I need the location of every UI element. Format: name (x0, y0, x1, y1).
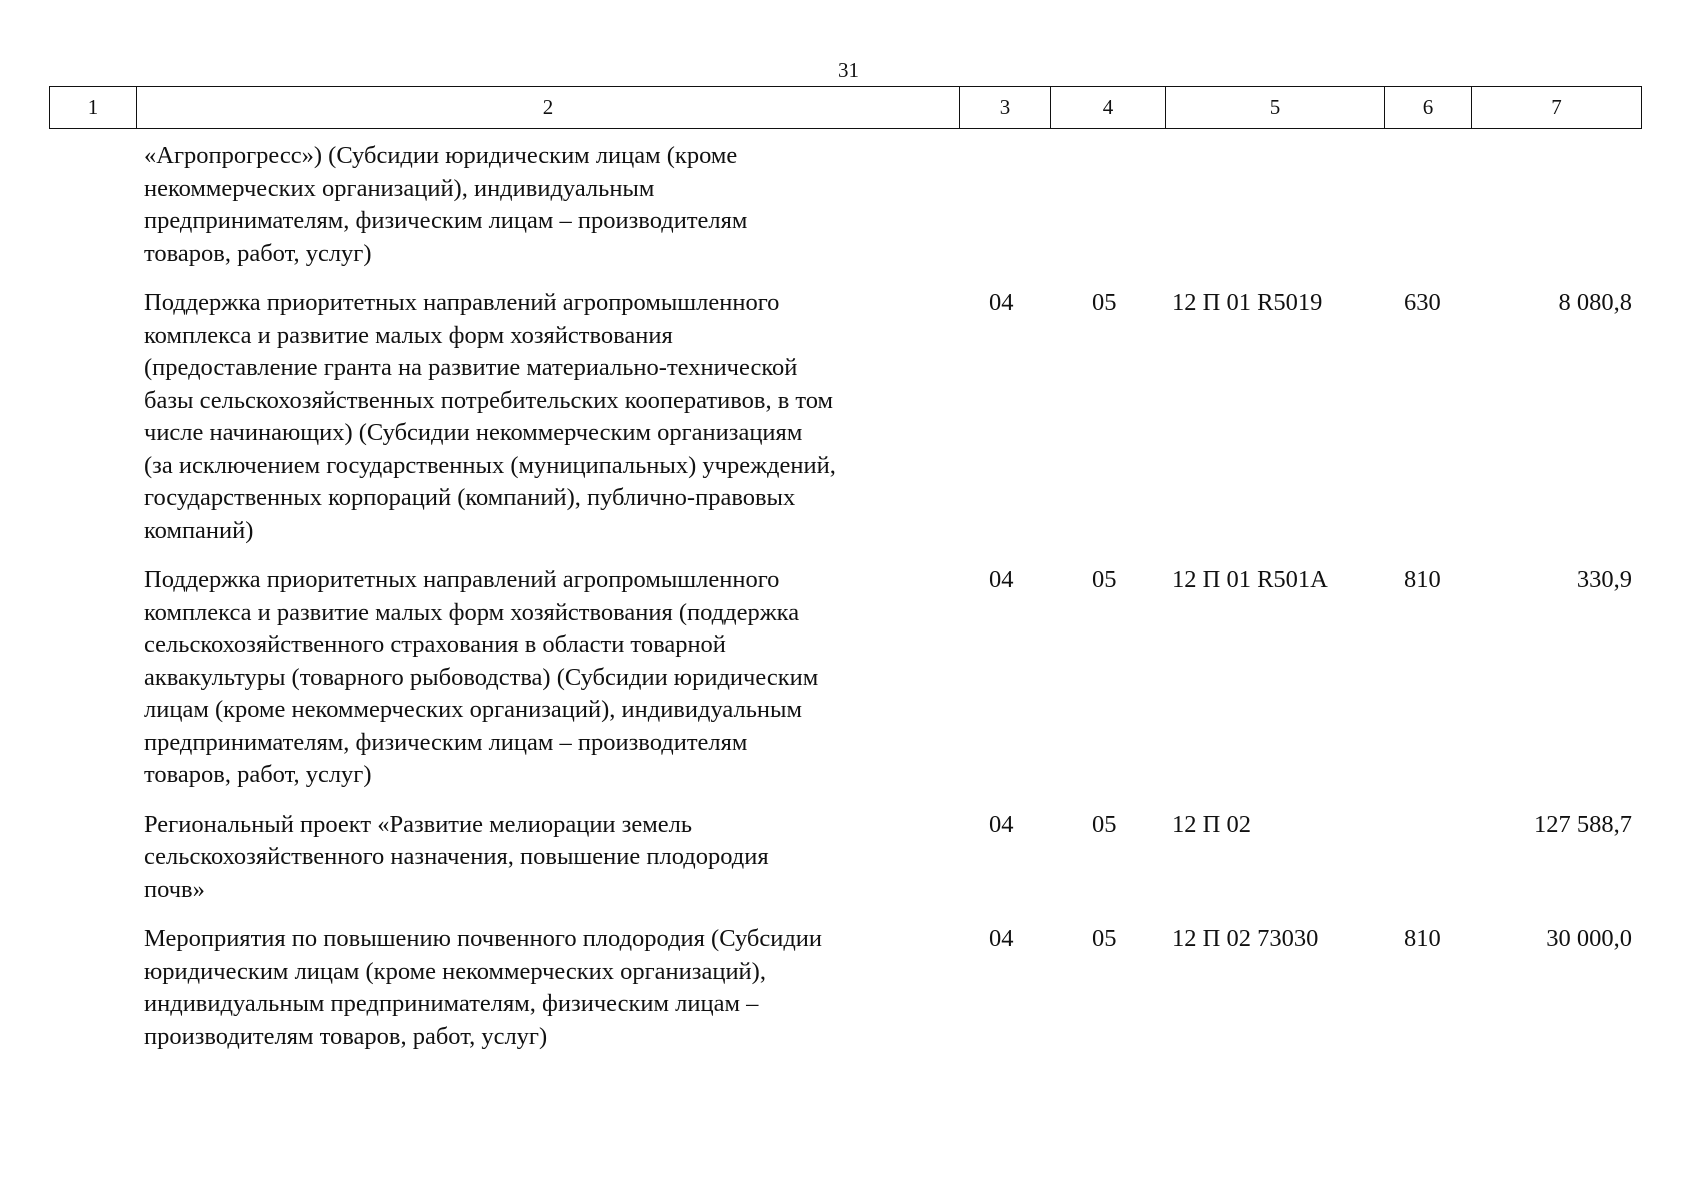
row-description: Поддержка приоритетных направлений агропромышленного комплекса и развитие малых форм хозяйствования (поддержка сельскохозяйственного страхования в области товарной аквакультуры (товарного рыбоводства) (Субсидии юридическим лицам (кроме некоммерческих организаций), индивидуальным предпринимателям, физическим лицам – производителям товаров, работ, услуг) (144, 566, 819, 788)
table-row (49, 809, 1641, 907)
row-subsection: 05 (1092, 566, 1117, 593)
budget-table-body (49, 140, 1641, 1053)
header-row (50, 87, 1642, 129)
row-description: «Агропрогресс») (Субсидии юридическим лицам (кроме некоммерческих организаций), индивидуальным предпринимателям, физическим лицам – производителям товаров, работ, услуг) (144, 142, 748, 267)
row-section: 04 (989, 289, 1014, 316)
row-section: 04 (989, 925, 1014, 952)
row-description: Мероприятия по повышению почвенного плодородия (Субсидии юридическим лицам (кроме некоммерческих организаций), индивидуальным предпринимателям, физическим лицам – производителям товаров, работ, услуг) (144, 925, 823, 1050)
table-row (49, 564, 1641, 792)
header-col-2: 2 (137, 87, 960, 129)
row-subsection: 05 (1092, 810, 1117, 838)
row-amount: 330,9 (1576, 566, 1632, 593)
header-col-4: 4 (1051, 87, 1166, 129)
row-target-article: 12 П 01 R5019 (1172, 289, 1323, 316)
row-subsection: 05 (1092, 925, 1117, 952)
page-number: 31 (838, 58, 859, 82)
header-col-6: 6 (1385, 87, 1472, 129)
table-row (49, 287, 1641, 547)
row-amount: 8 080,8 (1558, 289, 1632, 316)
row-amount: 30 000,0 (1546, 925, 1632, 952)
header-col-3: 3 (960, 87, 1051, 129)
row-section: 04 (989, 810, 1014, 838)
row-expense-type: 810 (1404, 566, 1441, 593)
row-target-article: 12 П 01 R501A (1172, 566, 1328, 593)
row-amount: 127 588,7 (1534, 810, 1632, 838)
row-expense-type: 630 (1404, 289, 1441, 316)
table-row (49, 923, 1641, 1053)
header-col-1: 1 (50, 87, 137, 129)
column-number-header (49, 86, 1642, 129)
row-target-article: 12 П 02 (1172, 810, 1251, 838)
row-description: Поддержка приоритетных направлений агропромышленного комплекса и развитие малых форм хозяйствования (предоставление гранта на развитие материально-технической базы сельскохозяйственных потребительских кооперативов, в том числе начинающих) (Субсидии некоммерческим организациям (за исключением государственных (муниципальных) учреждений, государственных корпораций (компаний), публично-правовых компаний) (144, 289, 836, 544)
header-col-5: 5 (1166, 87, 1385, 129)
row-section: 04 (989, 566, 1014, 593)
row-target-article: 12 П 02 73030 (1172, 925, 1319, 952)
row-description: Региональный проект «Развитие мелиорации земель сельскохозяйственного назначения, повышение плодородия почв» (144, 810, 769, 903)
row-expense-type: 810 (1404, 925, 1441, 952)
row-subsection: 05 (1092, 289, 1117, 316)
table-row (49, 140, 1641, 270)
header-col-7: 7 (1472, 87, 1642, 129)
